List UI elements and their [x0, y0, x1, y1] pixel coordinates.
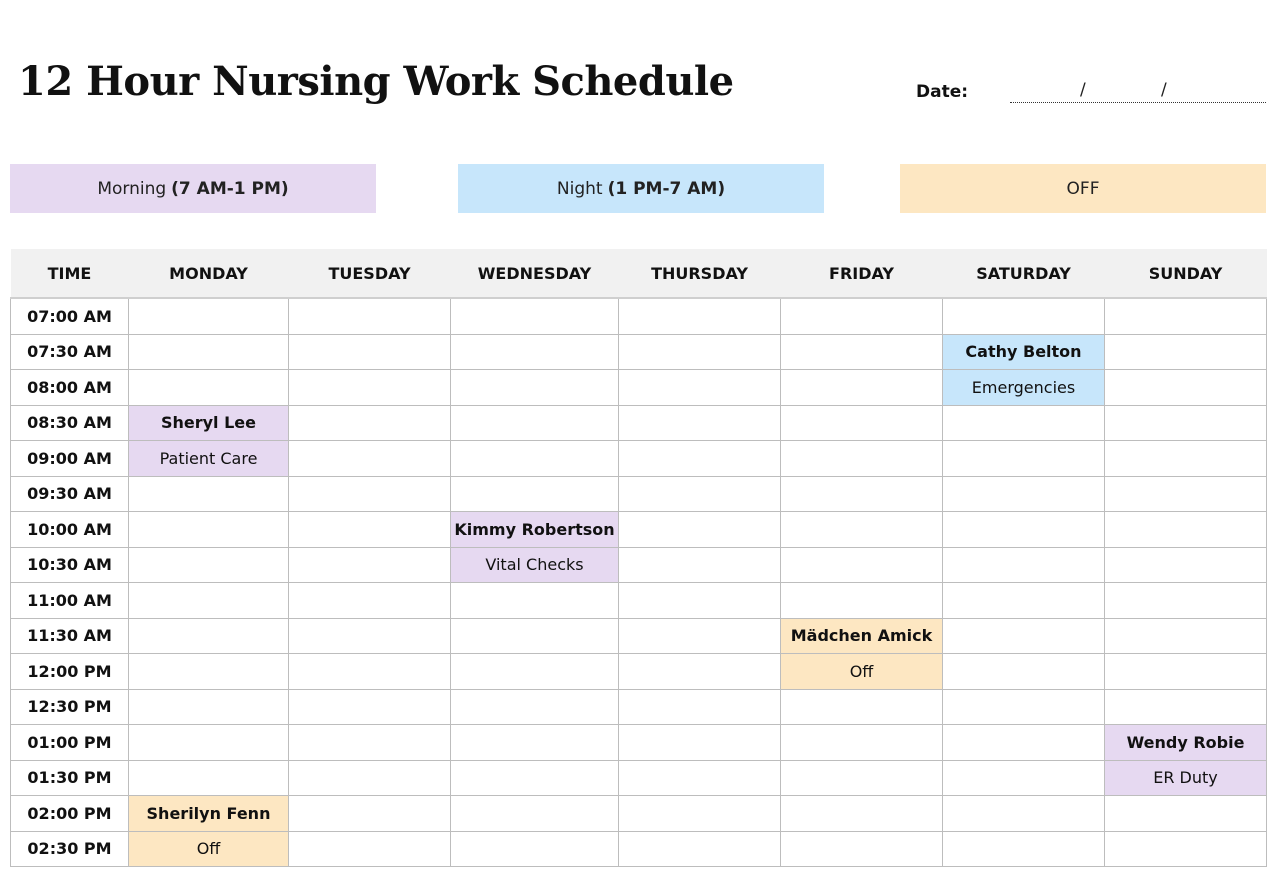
schedule-cell[interactable] — [451, 831, 619, 867]
schedule-cell[interactable] — [943, 689, 1105, 725]
schedule-cell[interactable] — [1105, 547, 1267, 583]
schedule-cell[interactable] — [619, 831, 781, 867]
schedule-table — [10, 249, 1267, 867]
table-row — [11, 547, 1267, 583]
entry-name[interactable]: Mädchen Amick — [781, 618, 943, 654]
schedule-cell[interactable] — [129, 512, 289, 548]
schedule-cell[interactable] — [781, 796, 943, 832]
schedule-cell[interactable] — [289, 512, 451, 548]
schedule-cell[interactable] — [619, 298, 781, 334]
schedule-cell[interactable] — [943, 547, 1105, 583]
entry-name[interactable]: Cathy Belton — [943, 334, 1105, 370]
schedule-cell[interactable] — [289, 441, 451, 477]
schedule-cell[interactable] — [1105, 689, 1267, 725]
schedule-cell[interactable] — [1105, 512, 1267, 548]
schedule-cell[interactable] — [619, 370, 781, 406]
table-row — [11, 476, 1267, 512]
schedule-cell[interactable] — [1105, 441, 1267, 477]
entry-task[interactable]: Off — [781, 654, 943, 690]
schedule-cell[interactable] — [619, 796, 781, 832]
schedule-cell[interactable] — [781, 512, 943, 548]
schedule-cell[interactable] — [781, 583, 943, 619]
time-cell: 01:00 PM — [11, 725, 129, 761]
time-cell: 11:00 AM — [11, 583, 129, 619]
column-header-friday: FRIDAY — [781, 249, 943, 298]
schedule-cell[interactable] — [451, 441, 619, 477]
time-cell: 12:00 PM — [11, 654, 129, 690]
table-row — [11, 298, 1267, 334]
page-title: 12 Hour Nursing Work Schedule — [18, 58, 734, 105]
schedule-cell[interactable] — [619, 512, 781, 548]
schedule-cell[interactable] — [129, 583, 289, 619]
schedule-cell[interactable] — [451, 689, 619, 725]
schedule-cell[interactable] — [129, 334, 289, 370]
date-field[interactable] — [1010, 102, 1266, 103]
schedule-cell[interactable] — [619, 476, 781, 512]
schedule-cell[interactable] — [943, 512, 1105, 548]
table-row — [11, 796, 1267, 832]
schedule-cell[interactable] — [1105, 476, 1267, 512]
entry-task[interactable]: Off — [129, 831, 289, 867]
time-cell: 09:30 AM — [11, 476, 129, 512]
schedule-cell[interactable] — [129, 298, 289, 334]
schedule-cell[interactable] — [1105, 831, 1267, 867]
schedule-cell[interactable] — [781, 298, 943, 334]
time-cell: 07:00 AM — [11, 298, 129, 334]
schedule-cell[interactable] — [451, 583, 619, 619]
entry-name[interactable]: Sheryl Lee — [129, 405, 289, 441]
schedule-cell[interactable] — [1105, 298, 1267, 334]
schedule-cell[interactable] — [781, 689, 943, 725]
time-cell: 10:00 AM — [11, 512, 129, 548]
table-row — [11, 689, 1267, 725]
schedule-cell[interactable] — [619, 618, 781, 654]
table-row — [11, 334, 1267, 370]
time-cell: 11:30 AM — [11, 618, 129, 654]
schedule-cell[interactable] — [451, 654, 619, 690]
schedule-cell[interactable] — [129, 725, 289, 761]
schedule-cell[interactable] — [619, 760, 781, 796]
schedule-cell[interactable] — [1105, 370, 1267, 406]
schedule-cell[interactable] — [781, 334, 943, 370]
schedule-cell[interactable] — [943, 405, 1105, 441]
schedule-cell[interactable] — [129, 547, 289, 583]
schedule-cell[interactable] — [781, 831, 943, 867]
legend-off-label: OFF — [1066, 178, 1100, 199]
schedule-cell[interactable] — [781, 370, 943, 406]
schedule-cell[interactable] — [451, 476, 619, 512]
schedule-cell[interactable] — [943, 618, 1105, 654]
schedule-cell[interactable] — [451, 725, 619, 761]
time-cell: 02:00 PM — [11, 796, 129, 832]
schedule-cell[interactable] — [781, 760, 943, 796]
schedule-cell[interactable] — [619, 547, 781, 583]
time-cell: 01:30 PM — [11, 760, 129, 796]
date-separator: / — [1161, 80, 1167, 100]
table-row — [11, 405, 1267, 441]
table-row — [11, 370, 1267, 406]
schedule-cell[interactable] — [129, 618, 289, 654]
schedule-cell[interactable] — [451, 618, 619, 654]
schedule-cell[interactable] — [451, 298, 619, 334]
schedule-cell[interactable] — [943, 796, 1105, 832]
schedule-cell[interactable] — [1105, 583, 1267, 619]
schedule-cell[interactable] — [289, 476, 451, 512]
schedule-cell[interactable] — [289, 370, 451, 406]
schedule-cell[interactable] — [289, 405, 451, 441]
legend-night-range: (1 PM-7 AM) — [607, 178, 726, 199]
schedule-cell[interactable] — [1105, 618, 1267, 654]
schedule-cell[interactable] — [289, 760, 451, 796]
legend-night — [458, 164, 824, 213]
legend-morning-label: Morning — [97, 178, 167, 199]
schedule-cell[interactable] — [289, 831, 451, 867]
schedule-cell[interactable] — [943, 760, 1105, 796]
table-row — [11, 441, 1267, 477]
header-row — [11, 249, 1267, 298]
schedule-cell[interactable] — [129, 760, 289, 796]
legend-night-label: Night — [556, 178, 603, 199]
schedule-cell[interactable] — [129, 370, 289, 406]
table-row — [11, 583, 1267, 619]
schedule-cell[interactable] — [943, 476, 1105, 512]
schedule-cell[interactable] — [619, 334, 781, 370]
entry-task[interactable]: Emergencies — [943, 370, 1105, 406]
table-row — [11, 512, 1267, 548]
entry-task[interactable]: Patient Care — [129, 441, 289, 477]
schedule-cell[interactable] — [781, 441, 943, 477]
time-cell: 02:30 PM — [11, 831, 129, 867]
entry-name[interactable]: Wendy Robie — [1105, 725, 1267, 761]
schedule-cell[interactable] — [943, 831, 1105, 867]
table-row — [11, 831, 1267, 867]
legend-morning-range: (7 AM-1 PM) — [171, 178, 289, 199]
time-cell: 08:00 AM — [11, 370, 129, 406]
time-cell: 08:30 AM — [11, 405, 129, 441]
column-header-wednesday: WEDNESDAY — [451, 249, 619, 298]
table-row — [11, 725, 1267, 761]
column-header-thursday: THURSDAY — [619, 249, 781, 298]
schedule-cell[interactable] — [451, 796, 619, 832]
entry-task[interactable]: ER Duty — [1105, 760, 1267, 796]
schedule-cell[interactable] — [943, 725, 1105, 761]
schedule-cell[interactable] — [289, 654, 451, 690]
column-header-sunday: SUNDAY — [1105, 249, 1267, 298]
schedule-cell[interactable] — [781, 476, 943, 512]
schedule-cell[interactable] — [451, 405, 619, 441]
table-row — [11, 760, 1267, 796]
schedule-cell[interactable] — [289, 796, 451, 832]
column-header-monday: MONDAY — [129, 249, 289, 298]
schedule-cell[interactable] — [289, 583, 451, 619]
schedule-cell[interactable] — [781, 547, 943, 583]
schedule-cell[interactable] — [289, 334, 451, 370]
schedule-cell[interactable] — [289, 689, 451, 725]
time-cell: 12:30 PM — [11, 689, 129, 725]
schedule-cell[interactable] — [1105, 334, 1267, 370]
entry-task[interactable]: Vital Checks — [451, 547, 619, 583]
time-cell: 07:30 AM — [11, 334, 129, 370]
schedule-cell[interactable] — [129, 689, 289, 725]
schedule-cell[interactable] — [1105, 654, 1267, 690]
schedule-cell[interactable] — [619, 405, 781, 441]
schedule-cell[interactable] — [781, 725, 943, 761]
schedule-cell[interactable] — [943, 298, 1105, 334]
schedule-cell[interactable] — [619, 654, 781, 690]
schedule-cell[interactable] — [451, 370, 619, 406]
schedule-cell[interactable] — [619, 689, 781, 725]
column-header-time: TIME — [11, 249, 129, 298]
schedule-cell[interactable] — [289, 618, 451, 654]
column-header-saturday: SATURDAY — [943, 249, 1105, 298]
schedule-cell[interactable] — [943, 583, 1105, 619]
schedule-cell[interactable] — [289, 298, 451, 334]
time-cell: 10:30 AM — [11, 547, 129, 583]
schedule-cell[interactable] — [943, 441, 1105, 477]
legend-morning — [10, 164, 376, 213]
time-cell: 09:00 AM — [11, 441, 129, 477]
legend-off — [900, 164, 1266, 213]
schedule-cell[interactable] — [619, 725, 781, 761]
schedule-cell[interactable] — [943, 654, 1105, 690]
date-separator: / — [1080, 80, 1086, 100]
entry-name[interactable]: Kimmy Robertson — [451, 512, 619, 548]
schedule-cell[interactable] — [451, 334, 619, 370]
schedule-cell[interactable] — [129, 476, 289, 512]
table-row — [11, 618, 1267, 654]
schedule-cell[interactable] — [451, 760, 619, 796]
schedule-cell[interactable] — [289, 547, 451, 583]
schedule-cell[interactable] — [129, 654, 289, 690]
schedule-cell[interactable] — [619, 583, 781, 619]
date-label: Date: — [916, 82, 969, 102]
schedule-cell[interactable] — [781, 405, 943, 441]
schedule-cell[interactable] — [1105, 796, 1267, 832]
schedule-cell[interactable] — [289, 725, 451, 761]
column-header-tuesday: TUESDAY — [289, 249, 451, 298]
schedule-cell[interactable] — [1105, 405, 1267, 441]
entry-name[interactable]: Sherilyn Fenn — [129, 796, 289, 832]
schedule-cell[interactable] — [619, 441, 781, 477]
table-row — [11, 654, 1267, 690]
